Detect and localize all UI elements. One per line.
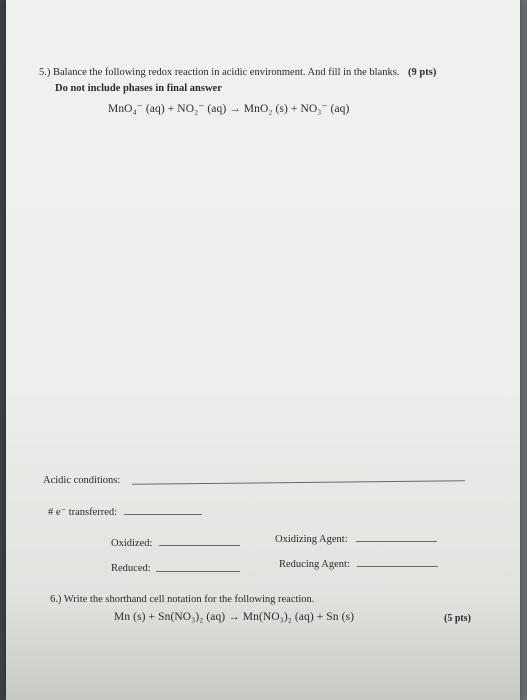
- oxidizing-agent-blank[interactable]: [356, 541, 437, 542]
- question-6-prompt: 6.) Write the shorthand cell notation for the following reaction.: [50, 594, 315, 605]
- question-5-equation: MnO₄⁻ (aq) + NO₂⁻ (aq) → MnO₂ (s) + NO₃⁻ (aq): [108, 103, 350, 115]
- question-5-note: Do not include phases in final answer: [55, 83, 222, 94]
- oxidized-label: Oxidized:: [111, 538, 153, 549]
- question-6-points: (5 pts): [444, 613, 471, 624]
- electrons-transferred-blank[interactable]: [124, 514, 202, 515]
- worksheet-page: [6, 0, 520, 700]
- reduced-label: Reduced:: [111, 563, 151, 574]
- electrons-transferred-label: # e⁻ transferred:: [48, 507, 118, 518]
- oxidized-blank[interactable]: [159, 545, 240, 546]
- reducing-agent-label: Reducing Agent:: [279, 559, 350, 570]
- oxidizing-agent-label: Oxidizing Agent:: [275, 534, 348, 545]
- question-5-points: (9 pts): [408, 67, 437, 78]
- question-5-prompt: [39, 67, 436, 78]
- question-5-text: 5.) Balance the following redox reaction in acidic environment. And fill in the blanks.: [39, 67, 400, 78]
- acidic-conditions-blank[interactable]: [132, 480, 465, 484]
- reduced-blank[interactable]: [156, 571, 240, 572]
- question-6-equation: Mn (s) + Sn(NO₃)₂ (aq) → Mn(NO₃)₂ (aq) + Sn (s): [114, 611, 355, 623]
- reducing-agent-blank[interactable]: [357, 566, 438, 567]
- acidic-conditions-label: Acidic conditions:: [43, 475, 121, 486]
